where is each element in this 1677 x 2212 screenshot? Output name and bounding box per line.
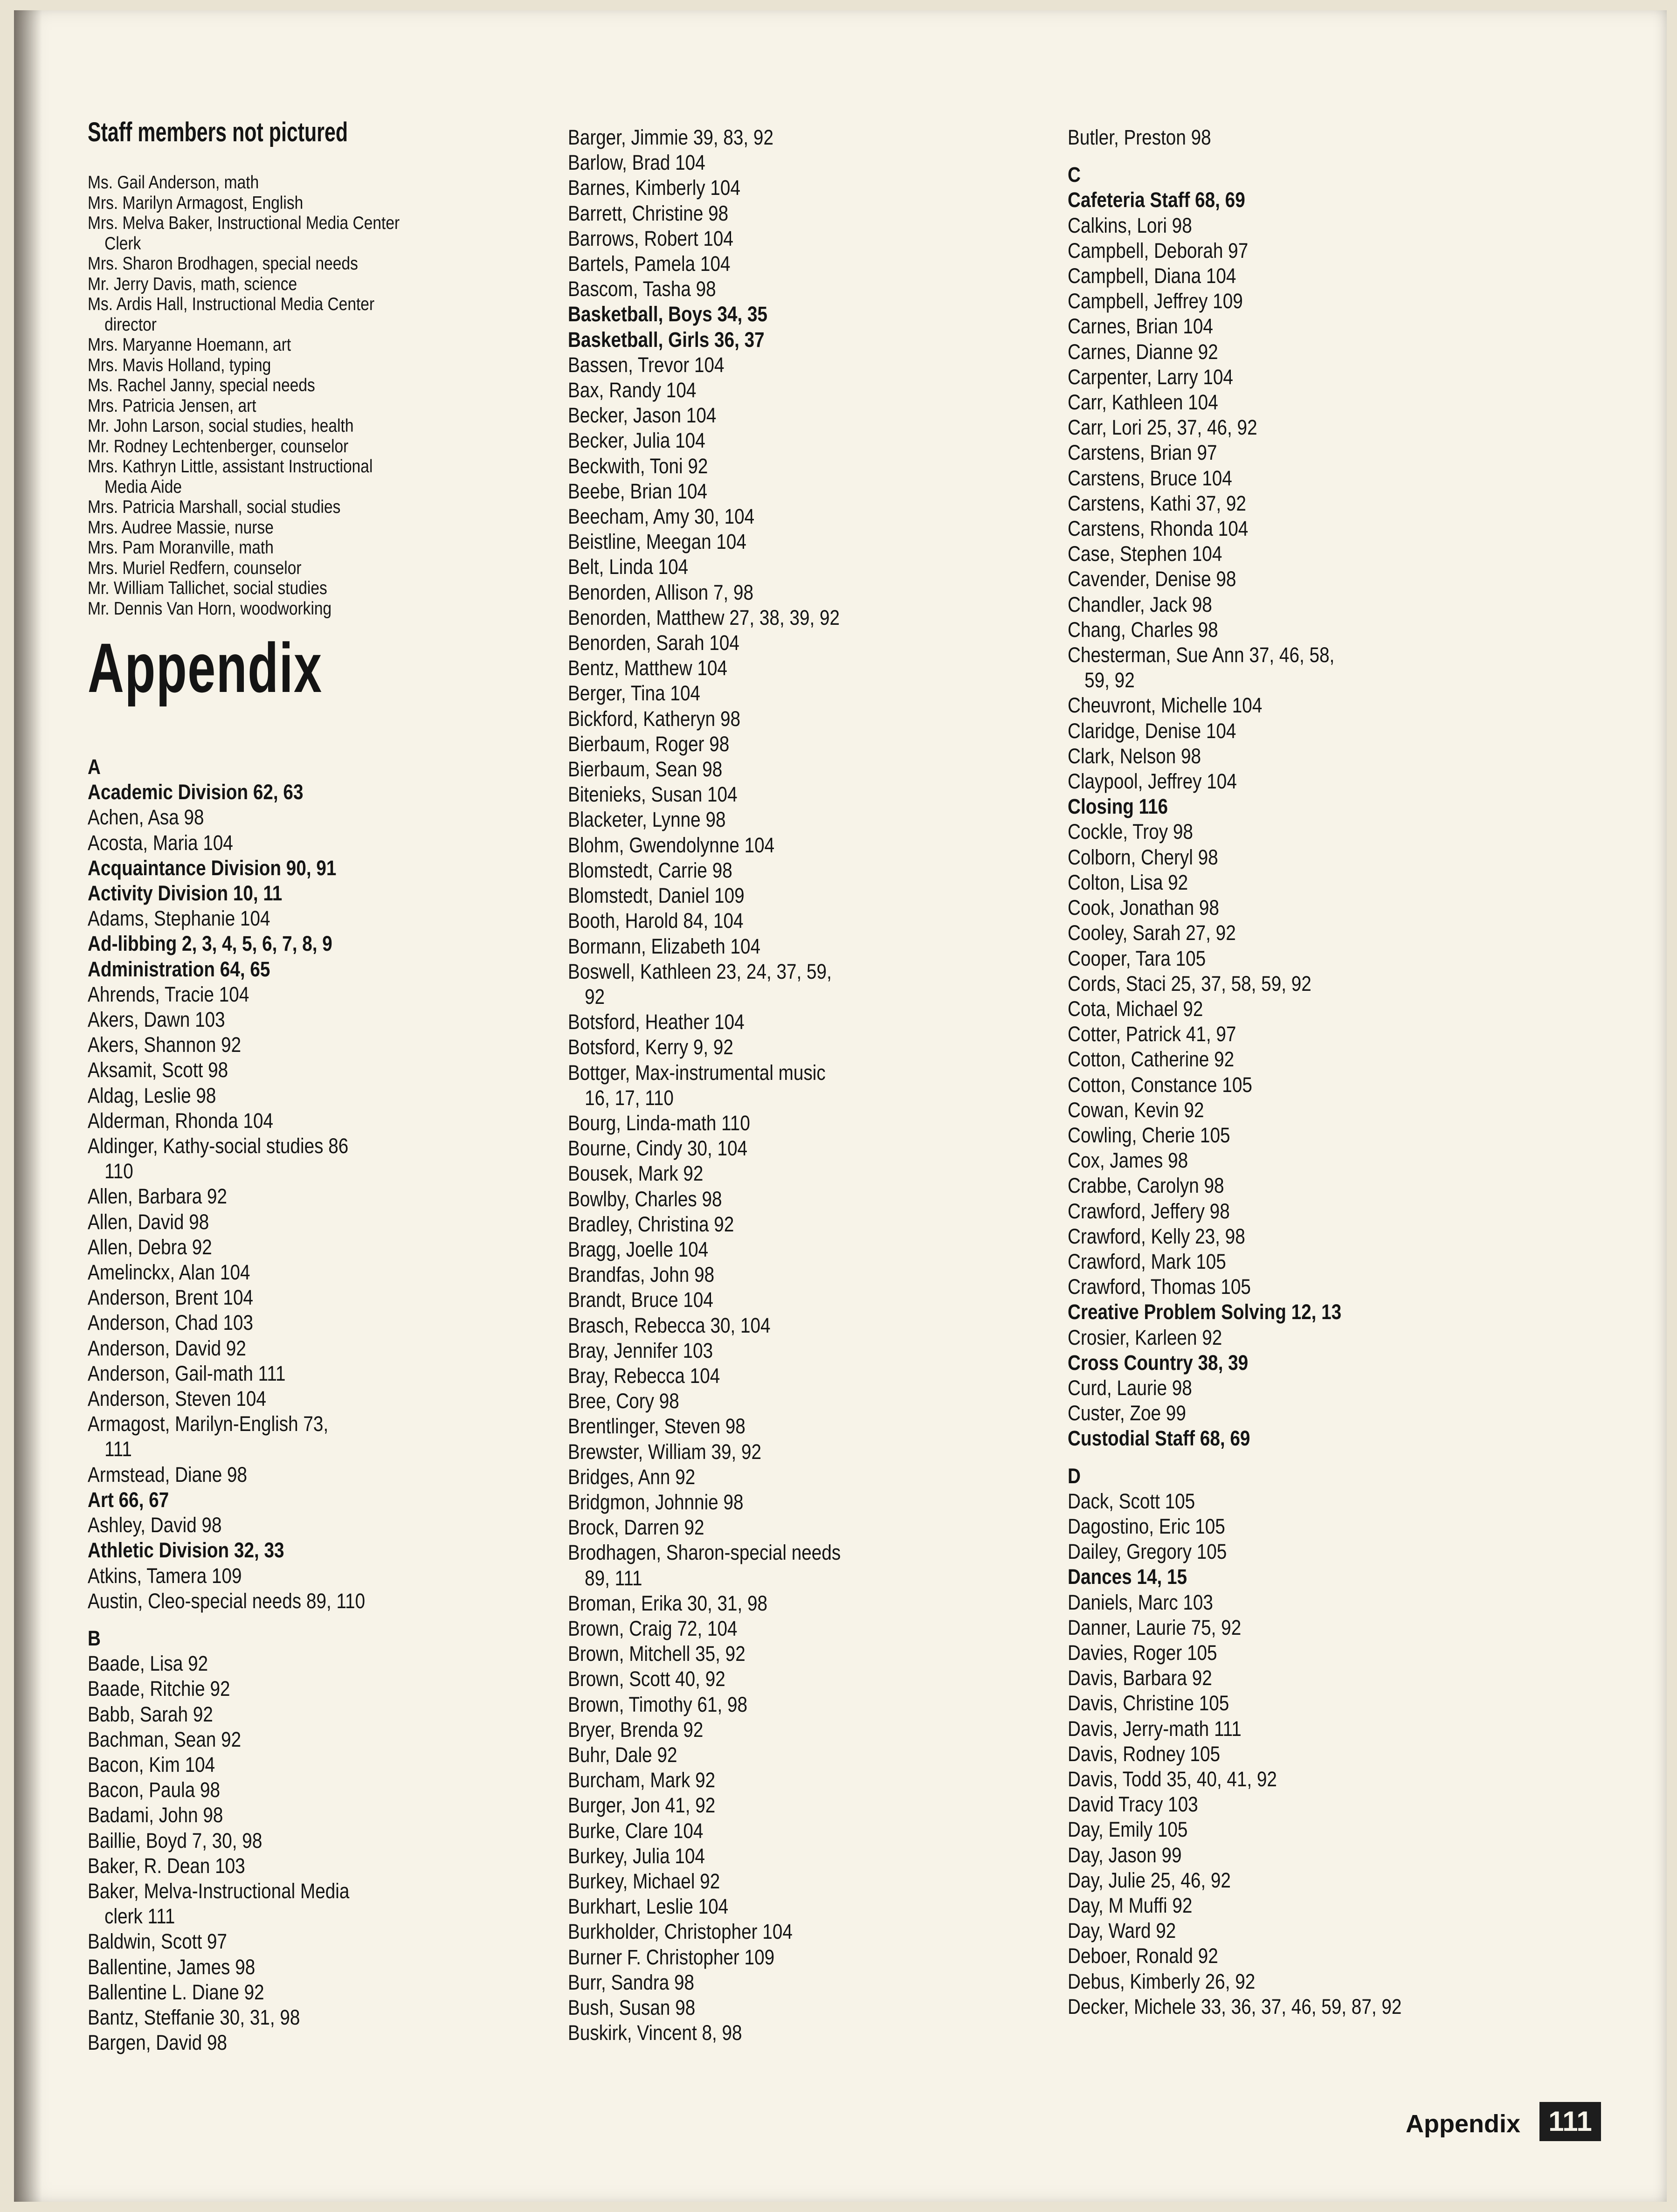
index-topic-entry: Creative Problem Solving 12, 13 [1068,1300,1342,1324]
index-entry: Bargen, David 98 [88,2031,228,2055]
index-entry: Cooper, Tara 105 [1068,946,1206,970]
index-entry: Campbell, Deborah 97 [1068,238,1249,263]
index-entry-continuation: 89, 111 [585,1566,642,1590]
staff-member: Mr. Dennis Van Horn, woodworking [88,598,332,619]
staff-member: Ms. Gail Anderson, math [88,173,259,193]
index-entry: Broman, Erika 30, 31, 98 [568,1591,768,1615]
index-entry: Buhr, Dale 92 [568,1743,677,1767]
index-entry: Day, Jason 99 [1068,1843,1182,1867]
index-entry: Becker, Julia 104 [568,429,705,453]
index-entry: Barrows, Robert 104 [568,226,733,250]
page-title: Appendix [88,629,323,707]
index-entry: Blacketer, Lynne 98 [568,808,726,832]
index-entry: Burkey, Michael 92 [568,1869,720,1894]
index-entry: Bickford, Katheryn 98 [568,706,741,731]
index-entry: Colborn, Cheryl 98 [1068,845,1218,869]
index-entry: Bourne, Cindy 30, 104 [568,1136,748,1161]
index-entry: Ashley, David 98 [88,1513,222,1537]
index-entry: Crabbe, Carolyn 98 [1068,1174,1224,1198]
index-entry: Aksamit, Scott 98 [88,1058,228,1082]
staff-member: Mr. Jerry Davis, math, science [88,274,297,294]
index-entry: Daniels, Marc 103 [1068,1590,1213,1614]
index-entry: Cowling, Cherie 105 [1068,1123,1230,1147]
staff-member: Mrs. Melva Baker, Instructional Media Center [88,213,400,233]
index-entry: Bowlby, Charles 98 [568,1187,722,1211]
index-entry: Blomstedt, Daniel 109 [568,884,745,908]
staff-member: Mrs. Kathryn Little, assistant Instructional [88,456,373,477]
index-entry: Brewster, William 39, 92 [568,1439,762,1464]
index-entry: Baker, R. Dean 103 [88,1853,245,1878]
index-entry: Burke, Clare 104 [568,1818,704,1843]
index-entry: Beistline, Meegan 104 [568,530,746,554]
index-entry-continuation: clerk 111 [104,1904,175,1929]
index-entry: Burkey, Julia 104 [568,1844,705,1868]
index-entry: Baade, Ritchie 92 [88,1677,230,1701]
index-entry: Atkins, Tamera 109 [88,1563,242,1588]
index-topic-entry: Athletic Division 32, 33 [88,1538,284,1562]
index-entry: Carstens, Brian 97 [1068,441,1217,465]
index-entry: David Tracy 103 [1068,1792,1198,1817]
index-entry: Cavender, Denise 98 [1068,567,1236,591]
index-entry: Deboer, Ronald 92 [1068,1944,1218,1968]
index-entry: Campbell, Diana 104 [1068,264,1236,288]
index-entry: Day, Ward 92 [1068,1919,1176,1943]
index-entry: Cotton, Constance 105 [1068,1072,1252,1097]
index-entry: Carstens, Bruce 104 [1068,466,1232,490]
index-entry: Carr, Lori 25, 37, 46, 92 [1068,415,1257,440]
index-topic-entry: Cafeteria Staff 68, 69 [1068,188,1245,212]
index-entry: Akers, Dawn 103 [88,1008,225,1032]
index-entry: Ballentine L. Diane 92 [88,1980,264,2004]
index-entry: Boswell, Kathleen 23, 24, 37, 59, [568,959,832,983]
index-entry: Ballentine, James 98 [88,1955,255,1979]
index-entry: Bierbaum, Sean 98 [568,757,723,781]
index-entry: Benorden, Matthew 27, 38, 39, 92 [568,605,840,629]
index-entry: Cotter, Patrick 41, 97 [1068,1022,1236,1046]
index-entry: Crawford, Mark 105 [1068,1249,1226,1273]
index-entry: Brodhagen, Sharon-special needs [568,1541,841,1565]
staff-member-continuation: Clerk [104,233,141,254]
index-entry: Allen, Debra 92 [88,1235,212,1259]
index-entry: Bachman, Sean 92 [88,1727,242,1751]
index-entry: Day, Emily 105 [1068,1818,1188,1842]
index-entry: Cox, James 98 [1068,1148,1188,1173]
index-entry: Amelinckx, Alan 104 [88,1260,250,1285]
index-entry: Davis, Barbara 92 [1068,1666,1212,1690]
index-entry: Brown, Craig 72, 104 [568,1616,738,1640]
index-list [568,125,1033,2046]
staff-member: Mrs. Pam Moranville, math [88,538,274,558]
index-entry: Crosier, Karleen 92 [1068,1325,1222,1349]
index-topic-entry: Acquaintance Division 90, 91 [88,856,337,880]
index-entry: Bree, Cory 98 [568,1389,679,1413]
index-entry: Armagost, Marilyn-English 73, [88,1412,329,1436]
index-entry: Carr, Kathleen 104 [1068,390,1218,415]
index-entry: Baillie, Boyd 7, 30, 98 [88,1828,262,1853]
index-entry: Aldag, Leslie 98 [88,1083,216,1107]
index-entry: Bormann, Elizabeth 104 [568,934,761,958]
index-entry: Day, M Muffi 92 [1068,1894,1193,1918]
index-entry: Danner, Laurie 75, 92 [1068,1615,1242,1639]
index-entry: Barlow, Brad 104 [568,151,705,175]
index-entry: Colton, Lisa 92 [1068,870,1188,894]
index-entry: Carnes, Brian 104 [1068,314,1213,339]
index-entry: Brasch, Rebecca 30, 104 [568,1313,771,1337]
index-entry: Bottger, Max-instrumental music [568,1060,826,1085]
index-entry: Dailey, Gregory 105 [1068,1540,1227,1564]
staff-member-continuation: director [104,314,157,335]
staff-member: Ms. Ardis Hall, Instructional Media Center [88,294,375,314]
index-entry: Case, Stephen 104 [1068,542,1222,566]
index-entry: Crawford, Thomas 105 [1068,1275,1251,1299]
index-entry: Burkholder, Christopher 104 [568,1920,793,1944]
index-topic-entry: Cross Country 38, 39 [1068,1350,1249,1375]
index-entry: Davies, Roger 105 [1068,1640,1217,1665]
index-entry: Campbell, Jeffrey 109 [1068,289,1243,313]
index-topic-entry: Academic Division 62, 63 [88,780,304,804]
index-entry: Adams, Stephanie 104 [88,906,270,931]
index-entry: Carnes, Dianne 92 [1068,339,1218,364]
index-entry: Calkins, Lori 98 [1068,213,1192,237]
index-topic-entry: Activity Division 10, 11 [88,881,283,906]
index-entry: Babb, Sarah 92 [88,1702,213,1726]
index-topic-entry: Art 66, 67 [88,1487,169,1512]
index-entry: Barnes, Kimberly 104 [568,176,740,200]
index-entry: Acosta, Maria 104 [88,830,233,855]
index-entry: Botsford, Heather 104 [568,1010,745,1034]
staff-heading: Staff members not pictured [88,117,348,147]
index-entry: Baade, Lisa 92 [88,1652,208,1676]
index-topic-entry: Closing 116 [1068,795,1168,819]
index-entry: Austin, Cleo-special needs 89, 110 [88,1589,366,1613]
index-entry: Cooley, Sarah 27, 92 [1068,921,1236,945]
index-entry: Akers, Shannon 92 [88,1033,242,1057]
index-entry: Custer, Zoe 99 [1068,1401,1186,1425]
staff-member: Mrs. Patricia Marshall, social studies [88,497,341,517]
staff-member: Mrs. Maryanne Hoemann, art [88,335,291,355]
index-letter-heading: D [1068,1464,1081,1488]
index-entry: Butler, Preston 98 [1068,125,1211,149]
index-entry: Bray, Rebecca 104 [568,1363,720,1388]
index-entry: Bacon, Kim 104 [88,1752,215,1777]
index-entry: Crawford, Jeffery 98 [1068,1199,1230,1223]
index-entry: Davis, Christine 105 [1068,1691,1229,1715]
index-entry-continuation: 59, 92 [1084,668,1135,692]
staff-member: Ms. Rachel Janny, special needs [88,375,315,395]
index-entry: Brown, Timothy 61, 98 [568,1692,748,1716]
index-entry: Bierbaum, Roger 98 [568,732,730,756]
staff-member: Mrs. Muriel Redfern, counselor [88,558,302,578]
index-topic-entry: Ad-libbing 2, 3, 4, 5, 6, 7, 8, 9 [88,932,332,956]
index-entry: Badami, John 98 [88,1803,223,1827]
index-entry: Davis, Rodney 105 [1068,1742,1220,1766]
index-entry: Aldinger, Kathy-social studies 86 [88,1134,349,1158]
index-entry: Bax, Randy 104 [568,378,697,402]
index-entry: Bray, Jennifer 103 [568,1338,713,1362]
index-entry: Blohm, Gwendolynne 104 [568,833,775,857]
staff-member: Mr. William Tallichet, social studies [88,578,327,598]
index-entry: Buskirk, Vincent 8, 98 [568,2021,742,2045]
staff-member: Mr. Rodney Lechtenberger, counselor [88,436,349,456]
index-entry: Bush, Susan 98 [568,1996,696,2020]
index-list [88,742,553,2055]
index-entry: Becker, Jason 104 [568,403,717,428]
index-topic-entry: Administration 64, 65 [88,957,270,981]
index-entry: Burcham, Mark 92 [568,1768,716,1792]
staff-list [88,173,537,619]
index-entry: Carstens, Rhonda 104 [1068,517,1249,541]
index-entry: Day, Julie 25, 46, 92 [1068,1868,1231,1892]
index-entry: Carpenter, Larry 104 [1068,365,1233,389]
index-entry: Bradley, Christina 92 [568,1212,734,1236]
index-entry: Davis, Jerry-math 111 [1068,1716,1242,1741]
index-letter-heading: C [1068,163,1081,187]
index-entry: Bourg, Linda-math 110 [568,1111,750,1135]
index-entry: Curd, Laurie 98 [1068,1376,1192,1400]
index-entry-continuation: 92 [585,984,605,1009]
index-entry: Anderson, David 92 [88,1336,246,1360]
index-entry: Barrett, Christine 98 [568,201,729,225]
index-entry: Chesterman, Sue Ann 37, 46, 58, [1068,643,1335,667]
index-entry: Burner F. Christopher 109 [568,1945,775,1969]
staff-member: Mr. John Larson, social studies, health [88,416,354,436]
index-entry: Burkhart, Leslie 104 [568,1894,729,1919]
index-entry-continuation: 111 [104,1437,132,1461]
index-entry: Debus, Kimberly 26, 92 [1068,1969,1256,1993]
index-entry: Beebe, Brian 104 [568,479,708,503]
index-letter-heading: A [88,755,101,779]
index-entry: Bridges, Ann 92 [568,1465,696,1489]
index-entry: Bartels, Pamela 104 [568,252,731,276]
staff-member-continuation: Media Aide [104,477,182,497]
index-entry: Bentz, Matthew 104 [568,656,728,680]
staff-member: Mrs. Sharon Brodhagen, special needs [88,254,358,274]
index-entry: Bassen, Trevor 104 [568,353,725,377]
footer-section-label: Appendix [1406,2110,1521,2138]
index-entry: Botsford, Kerry 9, 92 [568,1035,733,1059]
staff-member: Mrs. Audree Massie, nurse [88,517,274,538]
index-entry: Burr, Sandra 98 [568,1970,695,1994]
index-entry: Blomstedt, Carrie 98 [568,858,732,882]
index-entry: Bragg, Joelle 104 [568,1237,709,1261]
index-entry: Booth, Harold 84, 104 [568,909,744,933]
index-entry: Brandfas, John 98 [568,1263,715,1287]
index-entry: Dack, Scott 105 [1068,1489,1195,1513]
yearbook-page [14,10,1667,2202]
index-entry: Chandler, Jack 98 [1068,592,1212,616]
index-entry: Brandt, Bruce 104 [568,1288,713,1312]
index-entry: Anderson, Steven 104 [88,1387,266,1411]
index-entry: Bridgmon, Johnnie 98 [568,1490,744,1514]
index-entry: Carstens, Kathi 37, 92 [1068,491,1246,515]
index-entry: Bantz, Steffanie 30, 31, 98 [88,2005,300,2029]
index-entry: Armstead, Diane 98 [88,1462,248,1486]
index-entry: Cheuvront, Michelle 104 [1068,693,1263,718]
staff-member: Mrs. Marilyn Armagost, English [88,193,304,213]
index-entry: Allen, David 98 [88,1210,209,1234]
index-entry: Alderman, Rhonda 104 [88,1108,274,1133]
index-entry: Barger, Jimmie 39, 83, 92 [568,125,773,149]
index-letter-heading: B [88,1626,101,1650]
index-entry: Anderson, Brent 104 [88,1286,253,1310]
index-entry: Bitenieks, Susan 104 [568,782,738,807]
index-entry: Belt, Linda 104 [568,555,689,579]
index-entry: Brown, Mitchell 35, 92 [568,1642,745,1666]
index-entry: Berger, Tina 104 [568,681,701,705]
index-entry: Burger, Jon 41, 92 [568,1793,716,1818]
staff-member: Mrs. Mavis Holland, typing [88,355,271,375]
index-entry: Clark, Nelson 98 [1068,744,1201,768]
index-entry: Achen, Asa 98 [88,805,204,830]
index-entry: Claypool, Jeffrey 104 [1068,769,1237,794]
index-entry: Bousek, Mark 92 [568,1161,704,1186]
index-topic-entry: Custodial Staff 68, 69 [1068,1426,1250,1451]
staff-member: Mrs. Patricia Jensen, art [88,395,256,416]
page-number: 111 [1539,2102,1601,2141]
index-entry: Benorden, Allison 7, 98 [568,580,754,604]
index-list [1068,125,1533,2019]
index-entry: Dagostino, Eric 105 [1068,1514,1225,1538]
index-entry: Bryer, Brenda 92 [568,1717,704,1742]
index-entry: Bascom, Tasha 98 [568,277,716,301]
index-topic-entry: Dances 14, 15 [1068,1565,1187,1589]
index-entry: Cords, Staci 25, 37, 58, 59, 92 [1068,971,1311,995]
index-entry: Beecham, Amy 30, 104 [568,505,755,529]
index-entry: Beckwith, Toni 92 [568,454,708,478]
index-entry-continuation: 16, 17, 110 [585,1085,674,1110]
book-binding-shadow [14,10,42,2202]
index-entry: Baldwin, Scott 97 [88,1929,228,1954]
index-entry: Allen, Barbara 92 [88,1184,228,1209]
index-entry: Cockle, Troy 98 [1068,820,1193,844]
index-entry: Cowan, Kevin 92 [1068,1098,1204,1122]
index-entry: Crawford, Kelly 23, 98 [1068,1224,1245,1248]
index-entry-continuation: 110 [104,1159,133,1183]
index-entry: Baker, Melva-Instructional Media [88,1879,350,1903]
index-entry: Anderson, Gail-math 111 [88,1361,286,1385]
index-entry: Cota, Michael 92 [1068,996,1203,1021]
index-entry: Decker, Michele 33, 36, 37, 46, 59, 87, 92 [1068,1994,1402,2018]
index-entry: Davis, Todd 35, 40, 41, 92 [1068,1767,1277,1791]
index-entry: Benorden, Sarah 104 [568,631,739,655]
index-entry: Brown, Scott 40, 92 [568,1667,725,1691]
index-entry: Brentlinger, Steven 98 [568,1414,745,1438]
index-entry: Ahrends, Tracie 104 [88,982,249,1006]
index-topic-entry: Basketball, Boys 34, 35 [568,302,768,326]
index-entry: Anderson, Chad 103 [88,1311,254,1335]
index-entry: Cook, Jonathan 98 [1068,896,1219,920]
index-entry: Brock, Darren 92 [568,1515,704,1540]
index-entry: Chang, Charles 98 [1068,617,1218,642]
index-entry: Claridge, Denise 104 [1068,719,1236,743]
index-entry: Bacon, Paula 98 [88,1778,221,1802]
index-topic-entry: Basketball, Girls 36, 37 [568,327,765,352]
index-entry: Cotton, Catherine 92 [1068,1047,1235,1071]
